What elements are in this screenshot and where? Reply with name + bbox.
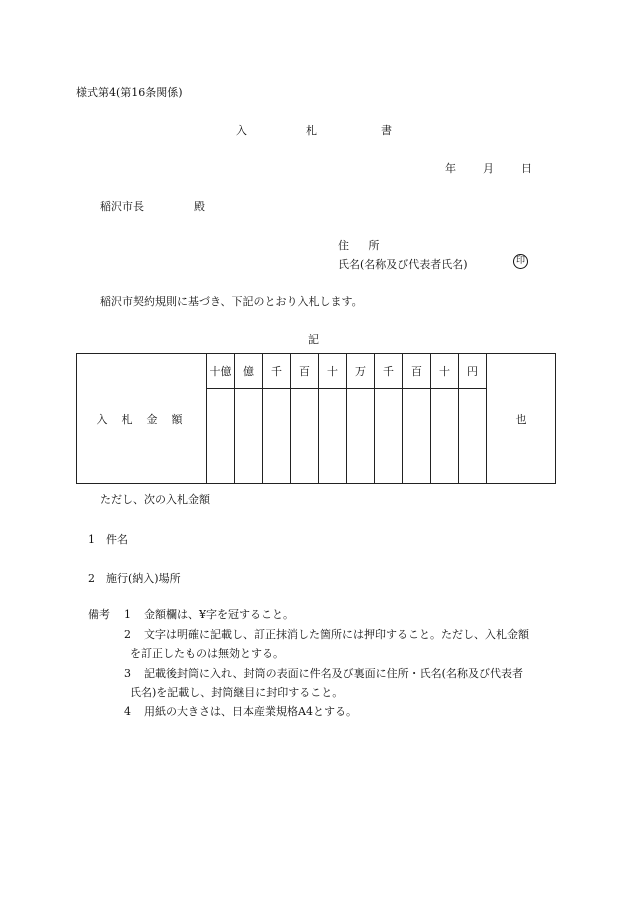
date-line xyxy=(445,160,539,176)
remark-2 xyxy=(124,626,529,642)
ki-heading: 記 xyxy=(308,333,319,346)
title-char-3: 書 xyxy=(381,124,392,137)
item-label: 施行(納入)場所 xyxy=(106,572,181,585)
amount-cell[interactable] xyxy=(235,389,263,484)
item-label: 件名 xyxy=(106,533,128,546)
unit-header: 百 xyxy=(403,354,431,389)
unit-header: 十 xyxy=(319,354,347,389)
remark-1 xyxy=(124,606,294,622)
amount-cell[interactable] xyxy=(459,389,487,484)
title-char-2: 札 xyxy=(306,124,317,137)
seal-icon: 印 xyxy=(513,254,528,269)
amount-cell[interactable] xyxy=(347,389,375,484)
body-text: 稲沢市契約規則に基づき、下記のとおり入札します。 xyxy=(100,295,363,308)
remarks-heading: 備考 xyxy=(88,608,110,621)
remark-number: 3 xyxy=(124,667,131,680)
item-number: 1 xyxy=(88,533,95,546)
amount-cell[interactable] xyxy=(403,389,431,484)
item-number: 2 xyxy=(88,572,95,585)
remark-number: 4 xyxy=(124,705,131,718)
addressee-honorific: 殿 xyxy=(194,200,205,213)
date-month-label: 月 xyxy=(483,162,494,175)
remark-3-cont: 氏名)を記載し、封筒継目に封印すること。 xyxy=(130,686,344,699)
remark-text: 文字は明確に記載し、訂正抹消した箇所には押印すること。ただし、入札金額 xyxy=(144,628,529,641)
unit-header: 千 xyxy=(263,354,291,389)
addressee-name: 稲沢市長 xyxy=(100,200,144,213)
remark-4 xyxy=(124,703,357,719)
unit-header: 万 xyxy=(347,354,375,389)
remark-text: 金額欄は、¥字を冠すること。 xyxy=(144,608,294,621)
amount-cell[interactable] xyxy=(291,389,319,484)
unit-header: 十 xyxy=(431,354,459,389)
name-label: 氏名(名称及び代表者氏名) xyxy=(338,258,468,271)
remark-text: 記載後封筒に入れ、封筒の表面に件名及び裏面に住所・氏名(名称及び代表者 xyxy=(144,667,523,680)
remark-number: 1 xyxy=(124,608,131,621)
form-number: 様式第4(第16条関係) xyxy=(76,86,183,99)
note-text: ただし、次の入札金額 xyxy=(100,493,210,506)
amount-cell[interactable] xyxy=(431,389,459,484)
bid-amount-table xyxy=(76,353,556,484)
amount-cell[interactable] xyxy=(375,389,403,484)
remark-3 xyxy=(124,665,523,681)
unit-header: 千 xyxy=(375,354,403,389)
unit-header: 百 xyxy=(291,354,319,389)
date-day-label: 日 xyxy=(521,162,532,175)
address-label: 住 所 xyxy=(338,239,388,252)
document-title xyxy=(236,122,392,138)
item-location xyxy=(88,570,181,586)
bid-amount-label: 入札金額 xyxy=(77,354,207,484)
amount-suffix: 也 xyxy=(487,354,556,484)
unit-header: 億 xyxy=(235,354,263,389)
unit-header: 十億 xyxy=(207,354,235,389)
remark-number: 2 xyxy=(124,628,131,641)
date-year-label: 年 xyxy=(445,162,456,175)
addressee xyxy=(100,198,205,214)
remark-2-cont: を訂正したものは無効とする。 xyxy=(130,647,284,660)
unit-header: 円 xyxy=(459,354,487,389)
amount-cell[interactable] xyxy=(263,389,291,484)
amount-cell[interactable] xyxy=(207,389,235,484)
title-char-1: 入 xyxy=(236,124,247,137)
item-subject xyxy=(88,531,128,547)
amount-cell[interactable] xyxy=(319,389,347,484)
remark-text: 用紙の大きさは、日本産業規格A4とする。 xyxy=(144,705,357,718)
